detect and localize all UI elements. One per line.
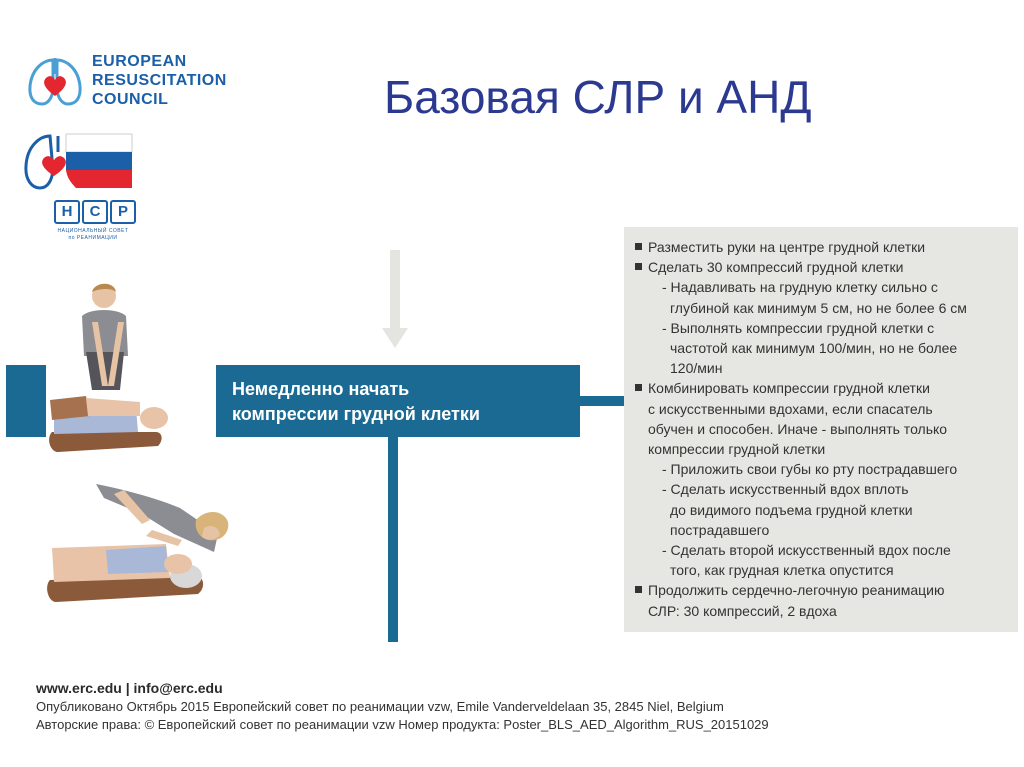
instruction-depth-1: - Надавливать на грудную клетку сильно с [662, 279, 938, 296]
instruction-combine-2: с искусственными вдохами, если спасатель [648, 400, 933, 417]
erc-wordmark [92, 52, 227, 109]
nsr-letter-s: С [82, 200, 108, 224]
instruction-rate-1: - Выполнять компрессии грудной клетки с [662, 319, 935, 336]
instruction-second-breath-2: того, как грудная клетка опустится [670, 562, 894, 579]
instruction-breath-2: до видимого подъема грудной клетки [670, 501, 913, 518]
instruction-hand-placement: Разместить руки на центре грудной клетки [632, 237, 1014, 257]
erc-line-2: RESUSCITATION [92, 72, 227, 89]
nsr-caption-1: НАЦИОНАЛЬНЫЙ СОВЕТ [57, 228, 129, 234]
footer-contacts [36, 678, 769, 698]
instruction-rate-2: частотой как минимум 100/мин, но не более [670, 340, 958, 357]
lungs-heart-icon [24, 52, 86, 114]
instruction-breath-3: пострадавшего [670, 521, 770, 538]
email-link[interactable]: info@erc.edu [133, 680, 223, 696]
rescue-breath-illustration [46, 480, 236, 614]
instruction-second-breath-1: - Сделать второй искусственный вдох после [662, 542, 951, 559]
instruction-combine-4: компрессии грудной клетки [648, 441, 826, 458]
instruction-combine-3: обучен и способен. Иначе - выполнять только [648, 420, 948, 437]
instruction-depth-2: глубиной как минимум 5 см, но не более 6 см [670, 299, 967, 316]
instructions-panel [624, 227, 1018, 632]
instruction-30-compressions: Сделать 30 компрессий грудной клетки [632, 257, 1014, 277]
footer-published: Опубликовано Октябрь 2015 Европейский совет по реанимации vzw, Emile Vanderveldelaan 35, 2845 Niel, Belgium [36, 699, 724, 714]
flow-connector [580, 396, 624, 406]
instruction-continue-2: СЛР: 30 компрессий, 2 вдоха [648, 602, 837, 619]
compressions-illustration [46, 282, 170, 458]
down-arrow-icon [380, 250, 410, 350]
nsr-letters [54, 200, 136, 224]
flow-stub-left [6, 365, 46, 437]
instruction-rate-3: 120/мин [670, 360, 723, 377]
footer [36, 678, 769, 734]
action-box-line-2: компрессии грудной клетки [232, 404, 480, 424]
flow-line-down [388, 437, 398, 642]
instruction-breath-1: - Сделать искусственный вдох вплоть [662, 481, 909, 498]
action-box [216, 365, 580, 437]
page-title: Базовая СЛР и АНД [384, 71, 812, 123]
erc-line-1: EUROPEAN [92, 53, 187, 70]
footer-copyright: Авторские права: © Европейский совет по реанимации vzw Номер продукта: Poster_BLS_AED_Algorithm_RUS_20151029 [36, 717, 769, 732]
nsr-caption [50, 228, 136, 242]
instruction-combine-1: Комбинировать компрессии грудной клетки [632, 378, 1014, 398]
nsr-letter-r: Р [110, 200, 136, 224]
nsr-logo [24, 132, 136, 248]
erc-line-3: COUNCIL [92, 91, 169, 108]
instruction-continue-1: Продолжить сердечно-легочную реанимацию [632, 580, 1014, 600]
nsr-caption-2: по РЕАНИМАЦИИ [68, 235, 118, 241]
instruction-lips: - Приложить свои губы ко рту пострадавшего [662, 461, 958, 478]
website-link[interactable]: www.erc.edu [36, 680, 122, 696]
footer-separator: | [125, 680, 130, 696]
nsr-letter-n: Н [54, 200, 80, 224]
erc-logo [24, 52, 244, 116]
lungs-flag-icon [24, 132, 136, 194]
action-box-line-1: Немедленно начать [232, 379, 410, 399]
